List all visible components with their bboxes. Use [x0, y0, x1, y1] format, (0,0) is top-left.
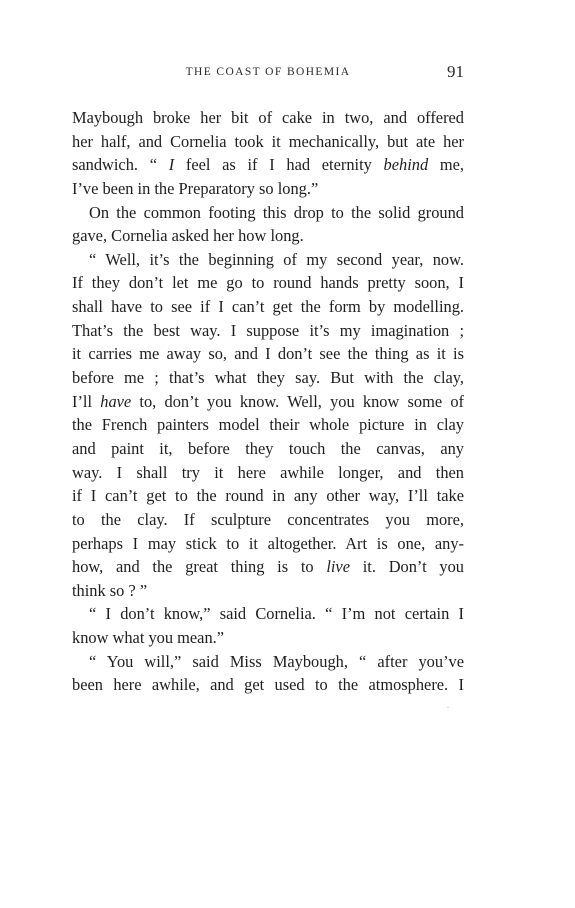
- page-number: 91: [447, 62, 464, 81]
- running-title: THE COAST OF BOHEMIA: [185, 66, 351, 78]
- text-line: how, and the great thing is to live it. Don’t you: [72, 557, 464, 577]
- text-line: “ Well, it’s the beginning of my second year, now.: [89, 249, 464, 269]
- text-line: That’s the best way. I suppose it’s my imagination ;: [72, 320, 464, 340]
- text-line: it carries me away so, and I don’t see the thing as it is: [72, 344, 464, 364]
- text-line: way. I shall try it here awhile longer, and then: [72, 462, 464, 482]
- text-line: If they don’t let me go to round hands pretty soon, I: [72, 273, 464, 293]
- running-header: [72, 64, 464, 84]
- text-line: perhaps I may stick to it altogether. Art is one, any-: [72, 533, 464, 553]
- text-line: her half, and Cornelia took it mechanically, but ate her: [72, 131, 464, 151]
- text-line: On the common footing this drop to the solid ground: [89, 202, 464, 222]
- text-line: shall have to see if I can’t get the form by modelling.: [72, 297, 464, 317]
- text-line: if I can’t get to the round in any other way, I’ll take: [72, 486, 464, 506]
- body-text: [72, 106, 464, 697]
- text-line: sandwich. “ I feel as if I had eternity behind me,: [72, 155, 464, 175]
- text-line: before me ; that’s what they say. But with the clay,: [72, 368, 464, 388]
- text-line: Maybough broke her bit of cake in two, and offered: [72, 108, 464, 127]
- scan-speck: [447, 707, 449, 708]
- text-line: to the clay. If sculpture concentrates you more,: [72, 509, 464, 529]
- text-line: been here awhile, and get used to the atmosphere. I: [72, 675, 464, 695]
- text-line: gave, Cornelia asked her how long.: [72, 226, 304, 246]
- text-line: “ I don’t know,” said Cornelia. “ I’m not certain I: [89, 604, 464, 624]
- text-line: “ You will,” said Miss Maybough, “ after you’ve: [89, 651, 464, 671]
- text-line: I’ve been in the Preparatory so long.”: [72, 178, 319, 198]
- text-line: the French painters model their whole picture in clay: [72, 415, 464, 435]
- text-line: think so ? ”: [72, 580, 148, 600]
- text-line: I’ll have to, don’t you know. Well, you know some of: [72, 391, 464, 411]
- text-line: and paint it, before they touch the canvas, any: [72, 438, 464, 458]
- text-line: know what you mean.”: [72, 628, 225, 648]
